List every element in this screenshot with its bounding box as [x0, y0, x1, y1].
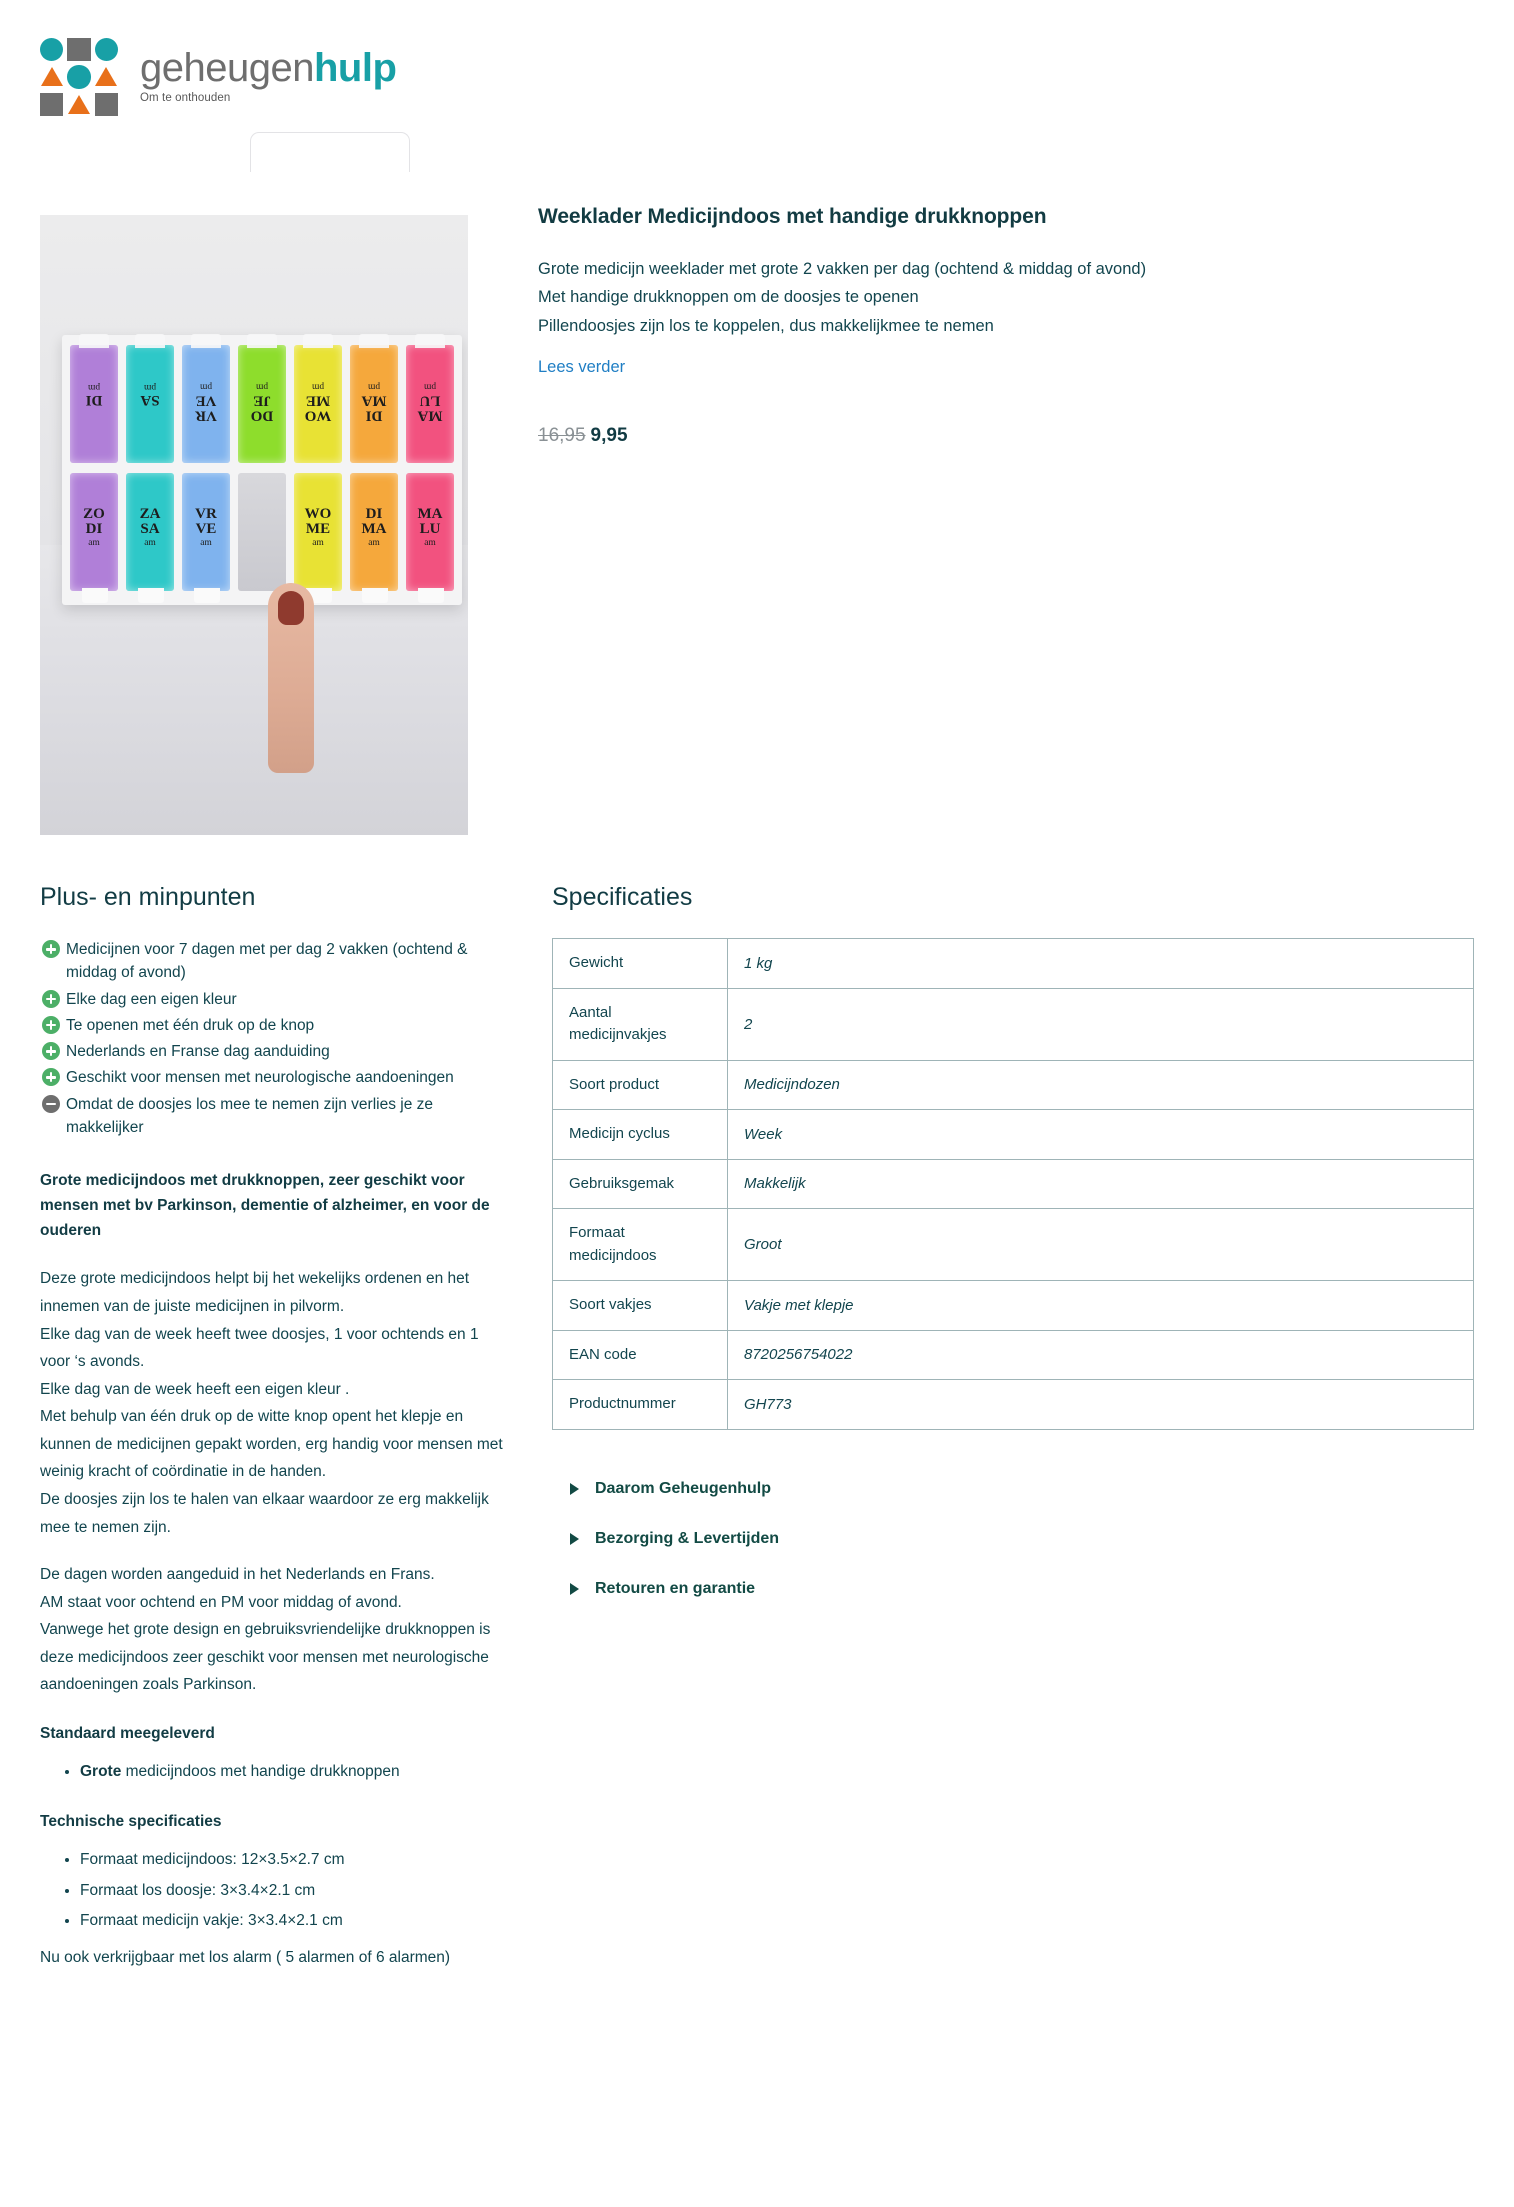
pillbox-period-label: pm	[367, 381, 381, 392]
spec-key: Gebruiksgemak	[553, 1159, 728, 1209]
spec-value: Week	[728, 1110, 1474, 1160]
price-block	[538, 425, 1474, 447]
pillbox-label-pm: DO JE pm	[238, 381, 286, 422]
pillbox-day-column	[124, 339, 176, 601]
chevron-right-icon	[570, 1583, 579, 1595]
site-logo[interactable]	[40, 34, 1514, 116]
product-overview	[0, 150, 1514, 835]
pillbox-label-am: WO ME am	[294, 507, 342, 548]
included-item-rest: medicijndoos met handige drukknoppen	[121, 1763, 400, 1781]
logo-circle-icon	[40, 38, 63, 61]
pillbox-compartment-pm[interactable]	[238, 345, 286, 463]
tech-title: Technische specificaties	[40, 1813, 222, 1831]
pillbox-day-column	[68, 339, 120, 601]
logo-square-icon	[95, 93, 118, 116]
description-paragraph-2: De dagen worden aangeduid in het Nederlands en Frans. AM staat voor ochtend en PM voor middag of avond. Vanwege het grote design en gebruiksvriendelijke drukknoppen is deze medicijndoos zeer geschikt voor mensen met neurologische aandoeningen zoals Parkinson.	[40, 1566, 491, 1694]
pillbox-label-pm: DI MA pm	[350, 381, 398, 422]
product-photo-scene	[40, 215, 468, 835]
spec-key: Soort product	[553, 1060, 728, 1110]
plus-icon	[42, 1068, 60, 1086]
pillbox-compartment-pm[interactable]	[406, 345, 454, 463]
spec-key: Formaat medicijndoos	[553, 1209, 728, 1281]
spec-key: Gewicht	[553, 939, 728, 989]
description-lead: Grote medicijndoos met drukknoppen, zeer geschikt voor mensen met bv Parkinson, dementie of alzheimer, en voor de ouderen	[40, 1172, 490, 1239]
pillbox-period-label: am	[312, 537, 324, 548]
logo-word-part2: hulp	[313, 46, 397, 90]
specifications-table	[552, 938, 1474, 1430]
accordion-list	[552, 1464, 1474, 1614]
pillbox-label-pm: WO ME pm	[294, 381, 342, 422]
pros-cons-label: Te openen met één druk op de knop	[66, 1016, 315, 1034]
accordion-item-label: Bezorging & Levertijden	[595, 1529, 780, 1547]
pros-cons-title: Plus- en minpunten	[40, 883, 256, 911]
pillbox-label-pm: VR VE pm	[182, 381, 230, 422]
table-row	[553, 1380, 1474, 1430]
pillbox-label-am: ZO DI am	[70, 507, 118, 548]
header-tab-outline	[250, 132, 410, 172]
pillbox-day-column	[180, 339, 232, 601]
pillbox-period-label: am	[368, 537, 380, 548]
pro-item	[40, 1014, 512, 1037]
pros-cons-label: Geschikt voor mensen met neurologische aandoeningen	[66, 1069, 454, 1087]
pillbox-push-button[interactable]	[418, 588, 444, 603]
minus-icon	[42, 1095, 60, 1113]
spec-value: GH773	[728, 1380, 1474, 1430]
pros-cons-label: Elke dag een eigen kleur	[66, 990, 237, 1008]
chevron-right-icon	[570, 1483, 579, 1495]
pillbox-compartment-pm[interactable]	[70, 345, 118, 463]
pro-item	[40, 1066, 512, 1089]
pillbox-compartment-am[interactable]	[406, 473, 454, 591]
pros-cons-label: Nederlands en Franse dag aanduiding	[66, 1043, 330, 1060]
pill-organizer-tray	[62, 335, 462, 605]
read-more-link[interactable]: Lees verder	[538, 358, 626, 377]
logo-square-icon	[67, 38, 90, 61]
pillbox-lid	[359, 334, 389, 348]
pillbox-push-button[interactable]	[138, 588, 164, 603]
price-original: 16,95	[538, 425, 586, 447]
pillbox-push-button[interactable]	[82, 588, 108, 603]
spec-key: Medicijn cyclus	[553, 1110, 728, 1160]
pillbox-period-label: pm	[311, 381, 325, 392]
logo-word-part1: geheugen	[140, 46, 314, 90]
tech-list	[80, 1845, 512, 1936]
highlight-line: Pillendoosjes zijn los te koppelen, dus makkelijkmee te nemen	[538, 316, 994, 335]
pillbox-day-column	[348, 339, 400, 601]
pillbox-lid	[135, 334, 165, 348]
pillbox-lid	[303, 334, 333, 348]
logo-triangle-icon	[41, 67, 63, 86]
site-header	[0, 0, 1514, 150]
pillbox-label-am: ZA SA am	[126, 507, 174, 548]
description-footer-line: Nu ook verkrijgbaar met los alarm ( 5 alarmen of 6 alarmen)	[40, 1948, 451, 1966]
pillbox-compartment-open[interactable]	[238, 473, 286, 591]
highlight-line: Grote medicijn weeklader met grote 2 vakken per dag (ochtend & middag of avond)	[538, 260, 1147, 278]
pillbox-label-pm: MA LU pm	[406, 381, 454, 422]
table-row	[553, 939, 1474, 989]
logo-triangle-icon	[68, 95, 90, 114]
pillbox-label-pm: SA pm	[126, 381, 174, 407]
pillbox-compartment-pm[interactable]	[182, 345, 230, 463]
spec-value: 1 kg	[728, 939, 1474, 989]
pros-cons-list	[40, 938, 512, 1139]
pillbox-label-am: DI MA am	[350, 507, 398, 548]
page-title: Weeklader Medicijndoos met handige drukknoppen	[538, 205, 1047, 228]
pillbox-day-column	[404, 339, 456, 601]
table-row	[553, 1209, 1474, 1281]
pillbox-label-am: VR VE am	[182, 507, 230, 548]
pro-item	[40, 1040, 512, 1063]
price-current: 9,95	[590, 425, 628, 447]
product-details	[0, 883, 1514, 1971]
logo-circle-icon	[95, 38, 118, 61]
included-title: Standaard meegeleverd	[40, 1725, 215, 1743]
pillbox-lid	[415, 334, 445, 348]
fingernail	[278, 591, 304, 625]
pillbox-lid	[247, 334, 277, 348]
table-row	[553, 1110, 1474, 1160]
plus-icon	[42, 1042, 60, 1060]
spec-value: Vakje met klepje	[728, 1281, 1474, 1331]
table-row	[553, 1060, 1474, 1110]
pillbox-period-label: am	[200, 537, 212, 548]
pillbox-push-button[interactable]	[362, 588, 388, 603]
pillbox-period-label: pm	[199, 381, 213, 392]
details-left-column	[40, 883, 540, 1971]
pillbox-period-label: am	[144, 537, 156, 548]
spec-key: Soort vakjes	[553, 1281, 728, 1331]
pillbox-lid	[79, 334, 109, 348]
logo-circle-icon	[67, 65, 90, 88]
spec-value: 2	[728, 988, 1474, 1060]
table-row	[553, 988, 1474, 1060]
pillbox-compartment-pm[interactable]	[126, 345, 174, 463]
logo-mark-icon	[40, 38, 118, 116]
pillbox-lid	[191, 334, 221, 348]
details-right-column	[540, 883, 1474, 1971]
logo-square-icon	[40, 93, 63, 116]
pillbox-period-label: pm	[87, 381, 101, 392]
specifications-title: Specificaties	[552, 883, 693, 911]
pillbox-period-label: am	[424, 537, 436, 548]
list-item: • Formaat medicijndoos: 12×3.5×2.7 cm	[80, 1845, 512, 1875]
plus-icon	[42, 990, 60, 1008]
pillbox-compartment-pm[interactable]	[350, 345, 398, 463]
pros-cons-label: Omdat de doosjes los mee te nemen zijn verlies je ze makkelijker	[66, 1095, 434, 1136]
pillbox-period-label: pm	[423, 381, 437, 392]
spec-key: Aantal medicijnvakjes	[553, 988, 728, 1060]
accordion-item[interactable]	[552, 1564, 1474, 1614]
accordion-item[interactable]	[552, 1514, 1474, 1564]
pillbox-compartment-am[interactable]	[350, 473, 398, 591]
accordion-item[interactable]	[552, 1464, 1474, 1514]
pillbox-compartment-am[interactable]	[70, 473, 118, 591]
description-paragraph-1: Deze grote medicijndoos helpt bij het wekelijks ordenen en het innemen van de juiste medicijnen in pilvorm. Elke dag van de week heeft twee doosjes, 1 voor ochtends en 1 voor ‘s avonds. Elke dag van de week heeft een eigen kleur . Met behulp van één druk op de witte knop opent het klepje en kunnen de medicijnen gepakt worden, erg handig voor mensen met weinig kracht of coördinatie in de handen. De doosjes zijn los te halen van elkaar waardoor ze erg makkelijk mee te nemen zijn.	[40, 1270, 503, 1536]
product-info	[508, 150, 1474, 835]
product-image[interactable]	[40, 215, 468, 835]
pro-item	[40, 938, 512, 985]
logo-wordmark	[140, 48, 396, 88]
product-highlights	[538, 255, 1474, 340]
spec-value: Makkelijk	[728, 1159, 1474, 1209]
pillbox-label-am: MA LU am	[406, 507, 454, 548]
chevron-right-icon	[570, 1533, 579, 1545]
spec-key: EAN code	[553, 1330, 728, 1380]
pillbox-compartment-am[interactable]	[182, 473, 230, 591]
con-item	[40, 1093, 512, 1140]
table-row	[553, 1330, 1474, 1380]
pillbox-compartment-am[interactable]	[294, 473, 342, 591]
spec-value: Medicijndozen	[728, 1060, 1474, 1110]
pillbox-label-pm: DI pm	[70, 381, 118, 407]
included-item-bold: Grote	[80, 1763, 122, 1781]
pros-cons-label: Medicijnen voor 7 dagen met per dag 2 vakken (ochtend & middag of avond)	[66, 941, 468, 982]
plus-icon	[42, 1016, 60, 1034]
table-row	[553, 1159, 1474, 1209]
pillbox-period-label: pm	[143, 381, 157, 392]
hand-finger	[268, 583, 314, 773]
accordion-item-label: Retouren en garantie	[595, 1579, 756, 1597]
pillbox-push-button[interactable]	[194, 588, 220, 603]
pillbox-period-label: am	[88, 537, 100, 548]
pillbox-period-label: pm	[255, 381, 269, 392]
list-item: • Formaat medicijn vakje: 3×3.4×2.1 cm	[80, 1906, 512, 1936]
spec-value: 8720256754022	[728, 1330, 1474, 1380]
accordion-item-label: Daarom Geheugenhulp	[595, 1479, 772, 1497]
highlight-line: Met handige drukknoppen om de doosjes te openen	[538, 288, 919, 307]
pro-item	[40, 988, 512, 1011]
included-list	[80, 1757, 512, 1787]
spec-value: Groot	[728, 1209, 1474, 1281]
list-item: • Formaat los doosje: 3×3.4×2.1 cm	[80, 1876, 512, 1906]
product-media	[40, 150, 508, 835]
list-item	[80, 1757, 512, 1787]
logo-tagline: Om te onthouden	[140, 92, 231, 104]
pillbox-day-column	[292, 339, 344, 601]
pillbox-day-column	[236, 339, 288, 601]
table-row	[553, 1281, 1474, 1331]
plus-icon	[42, 940, 60, 958]
pillbox-compartment-am[interactable]	[126, 473, 174, 591]
logo-triangle-icon	[95, 67, 117, 86]
spec-key: Productnummer	[553, 1380, 728, 1430]
pillbox-compartment-pm[interactable]	[294, 345, 342, 463]
